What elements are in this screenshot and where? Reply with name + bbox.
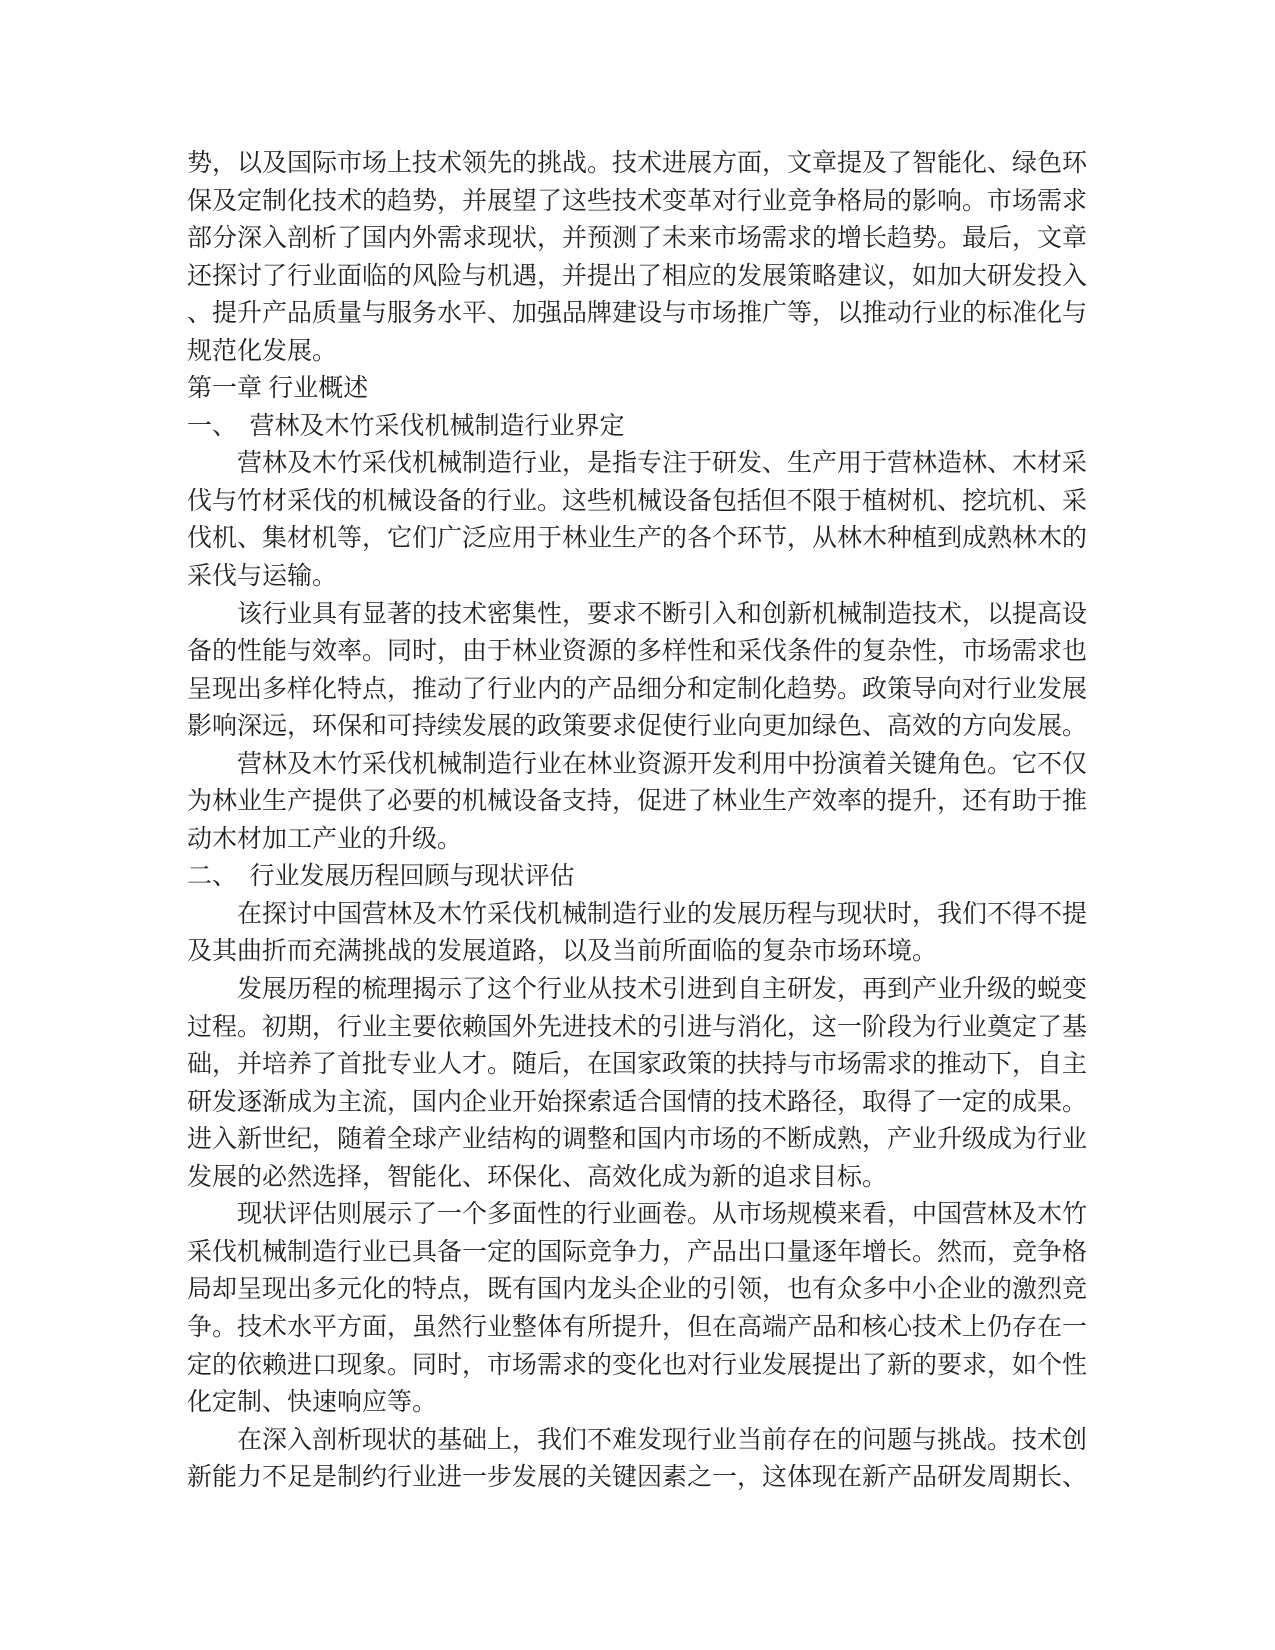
text-line: 伐与竹材采伐的机械设备的行业。这些机械设备包括但不限于植树机、挖坑机、采 [187, 487, 1087, 515]
paragraph [187, 596, 1087, 746]
text-line: 研发逐渐成为主流，国内企业开始探索适合国情的技术路径，取得了一定的成果。 [187, 1088, 1087, 1116]
text-line: 伐机、集材机等，它们广泛应用于林业生产的各个环节，从林木种植到成熟林木的 [187, 525, 1087, 553]
paragraph [187, 746, 1087, 859]
paragraph [187, 145, 1087, 370]
text-line: 在探讨中国营林及木竹采伐机械制造行业的发展历程与现状时，我们不得不提 [237, 900, 1087, 928]
text-line: 二、 行业发展历程回顾与现状评估 [187, 863, 575, 891]
paragraph [187, 896, 1087, 971]
text-line: 为林业生产提供了必要的机械设备支持，促进了林业生产效率的提升，还有助于推 [187, 788, 1087, 816]
text-line: 保及定制化技术的趋势，并展望了这些技术变革对行业竞争格局的影响。市场需求 [187, 187, 1087, 215]
text-line: 呈现出多样化特点，推动了行业内的产品细分和定制化趋势。政策导向对行业发展 [187, 675, 1087, 703]
text-line: 争。技术水平方面，虽然行业整体有所提升，但在高端产品和核心技术上仍存在一 [187, 1313, 1087, 1341]
text-line: 一、 营林及木竹采伐机械制造行业界定 [187, 412, 625, 440]
section-heading [187, 408, 1087, 446]
text-line: 营林及木竹采伐机械制造行业在林业资源开发利用中扮演着关键角色。它不仅 [237, 750, 1087, 778]
text-line: 还探讨了行业面临的风险与机遇，并提出了相应的发展策略建议，如加大研发投入 [187, 262, 1087, 290]
paragraph [187, 1196, 1087, 1421]
text-line: 势，以及国际市场上技术领先的挑战。技术进展方面，文章提及了智能化、绿色环 [187, 150, 1087, 177]
text-line: 在深入剖析现状的基础上，我们不难发现行业当前存在的问题与挑战。技术创 [237, 1426, 1087, 1454]
text-line: 现状评估则展示了一个多面性的行业画卷。从市场规模来看，中国营林及木竹 [237, 1201, 1087, 1229]
text-line: 化定制、快速响应等。 [187, 1389, 438, 1417]
paragraph [187, 1422, 1087, 1497]
text-line: 采伐与运输。 [187, 563, 338, 591]
text-line: 发展的必然选择，智能化、环保化、高效化成为新的追求目标。 [187, 1163, 888, 1191]
text-line: 部分深入剖析了国内外需求现状，并预测了未来市场需求的增长趋势。最后，文章 [187, 225, 1087, 253]
text-line: 营林及木竹采伐机械制造行业，是指专注于研发、生产用于营林造林、木材采 [237, 450, 1087, 478]
text-line: 定的依赖进口现象。同时，市场需求的变化也对行业发展提出了新的要求，如个性 [187, 1351, 1087, 1379]
document-text-block [187, 145, 1087, 1497]
text-line: 过程。初期，行业主要依赖国外先进技术的引进与消化，这一阶段为行业奠定了基 [187, 1013, 1087, 1041]
text-line: 局却呈现出多元化的特点，既有国内龙头企业的引领，也有众多中小企业的激烈竞 [187, 1276, 1087, 1304]
text-line: 影响深远，环保和可持续发展的政策要求促使行业向更加绿色、高效的方向发展。 [187, 713, 1087, 741]
paragraph [187, 445, 1087, 595]
text-line: 第一章 行业概述 [187, 375, 369, 403]
paragraph [187, 971, 1087, 1196]
section-heading [187, 858, 1087, 896]
text-line: 新能力不足是制约行业进一步发展的关键因素之一，这体现在新产品研发周期长、 [187, 1464, 1087, 1492]
text-line: 动木材加工产业的升级。 [187, 825, 463, 853]
text-line: 进入新世纪，随着全球产业结构的调整和国内市场的不断成熟，产业升级成为行业 [187, 1126, 1087, 1154]
chapter-heading [187, 370, 1087, 408]
text-line: 、提升产品质量与服务水平、加强品牌建设与市场推广等，以推动行业的标准化与 [187, 300, 1087, 328]
text-line: 规范化发展。 [187, 337, 338, 365]
text-line: 发展历程的梳理揭示了这个行业从技术引进到自主研发，再到产业升级的蜕变 [237, 976, 1087, 1004]
text-line: 础，并培养了首批专业人才。随后，在国家政策的扶持与市场需求的推动下，自主 [187, 1051, 1087, 1079]
text-line: 采伐机械制造行业已具备一定的国际竞争力，产品出口量逐年增长。然而，竞争格 [187, 1238, 1087, 1266]
text-line: 该行业具有显著的技术密集性，要求不断引入和创新机械制造技术，以提高设 [237, 600, 1087, 628]
text-line: 备的性能与效率。同时，由于林业资源的多样性和采伐条件的复杂性，市场需求也 [187, 638, 1087, 666]
text-line: 及其曲折而充满挑战的发展道路，以及当前所面临的复杂市场环境。 [187, 938, 938, 966]
